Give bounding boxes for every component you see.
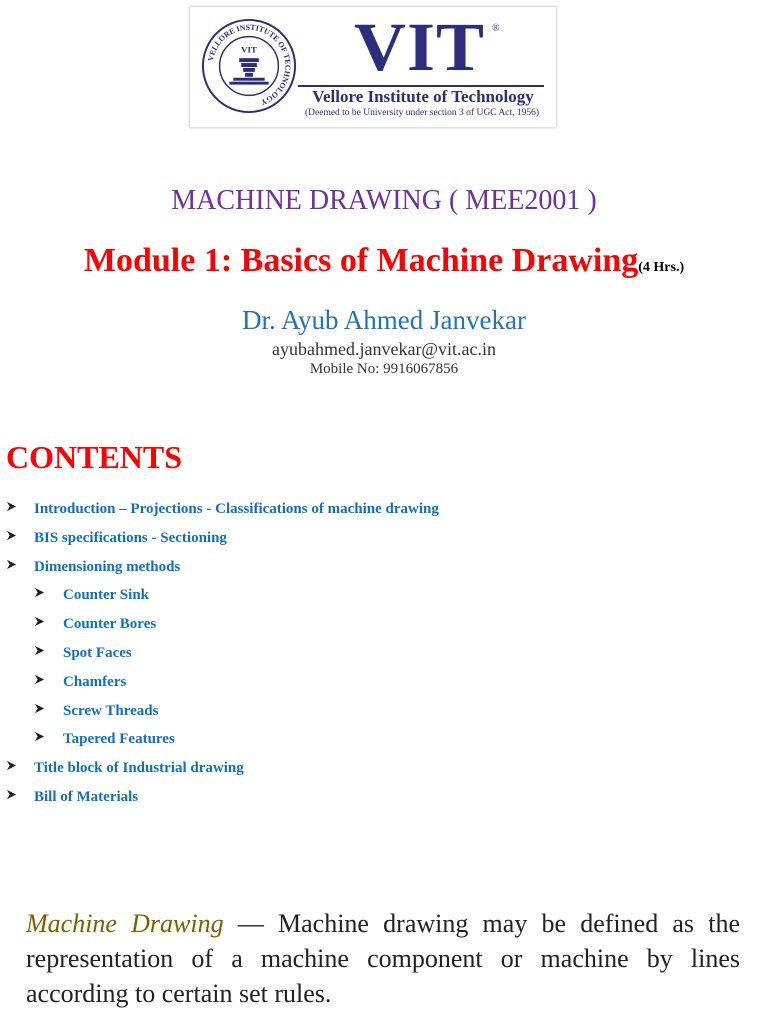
arrow-bullet-icon — [6, 530, 17, 541]
contents-subitem — [0, 671, 760, 700]
module-hours: (4 Hrs.) — [638, 260, 685, 275]
arrow-bullet-icon — [34, 703, 45, 714]
seal-ring-text: VELLORE INSTITUTE OF TECHNOLOGY — [206, 22, 293, 107]
contents-item — [0, 786, 760, 815]
author-name: Dr. Ayub Ahmed Janvekar — [242, 305, 526, 335]
contents-item — [0, 757, 760, 786]
contents-item-label: Dimensioning methods — [34, 558, 181, 575]
definition-paragraph — [26, 906, 740, 1011]
course-title: MACHINE DRAWING ( MEE2001 ) — [171, 185, 597, 216]
arrow-bullet-icon — [34, 674, 45, 685]
logo-institute-name: Vellore Institute of Technology — [312, 87, 534, 106]
author-email: ayubahmed.janvekar@vit.ac.in — [272, 339, 496, 359]
contents-item-label: Counter Sink — [63, 587, 150, 604]
arrow-bullet-icon — [34, 645, 45, 656]
arrow-bullet-icon — [34, 616, 45, 627]
arrow-bullet-icon — [6, 559, 17, 570]
contents-subitem — [0, 642, 760, 671]
contents-item-label: Chamfers — [63, 673, 127, 690]
contents-subitem — [0, 728, 760, 757]
contents-item-label: Title block of Industrial drawing — [34, 760, 244, 777]
logo-registered-mark: ® — [492, 23, 500, 34]
definition-term: Machine Drawing — [26, 909, 224, 938]
contents-list — [0, 498, 760, 815]
contents-item — [0, 498, 760, 527]
vit-seal-icon — [200, 17, 298, 115]
arrow-bullet-icon — [34, 587, 45, 598]
contents-item-label: BIS specifications - Sectioning — [34, 529, 227, 546]
definition-text: — Machine drawing may be defined as the representation of a machine component or machine by lines according to certain set rules. — [26, 909, 741, 1008]
contents-item — [0, 527, 760, 556]
contents-item-label: Bill of Materials — [34, 788, 139, 805]
contents-item — [0, 556, 760, 585]
module-heading — [0, 242, 768, 280]
contents-item-label: Introduction – Projections - Classifications of machine drawing — [34, 501, 439, 517]
vit-logo — [190, 7, 556, 127]
contents-subitem — [0, 584, 760, 613]
arrow-bullet-icon — [34, 731, 45, 742]
contents-heading: CONTENTS — [6, 439, 183, 475]
contents-subitem — [0, 700, 760, 729]
author-mobile: Mobile No: 9916067856 — [309, 361, 459, 377]
contents-item-label: Screw Threads — [63, 702, 159, 719]
contents-item-label: Spot Faces — [63, 644, 132, 661]
arrow-bullet-icon — [6, 501, 17, 512]
contents-item-label: Tapered Features — [63, 731, 175, 748]
logo-brand: VIT — [354, 8, 486, 85]
module-title: Module 1: Basics of Machine Drawing — [83, 242, 639, 279]
contents-item-label: Counter Bores — [63, 616, 157, 633]
contents-subitem — [0, 613, 760, 642]
seal-inner-text: VIT — [241, 44, 257, 55]
arrow-bullet-icon — [6, 789, 17, 800]
logo-tagline: (Deemed to be University under section 3 of UGC Act, 1956) — [304, 108, 540, 118]
arrow-bullet-icon — [6, 760, 17, 771]
